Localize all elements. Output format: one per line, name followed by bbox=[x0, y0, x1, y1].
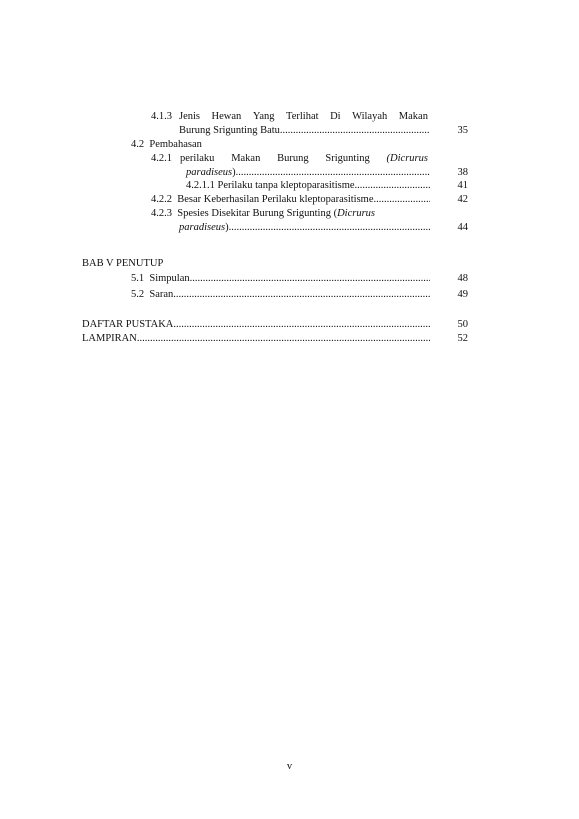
word: Jenis bbox=[179, 111, 200, 122]
toc-422-label bbox=[151, 193, 373, 206]
toc-423-title-line2 bbox=[179, 221, 430, 234]
toc-422-number: 4.2.2 bbox=[151, 194, 172, 205]
italic-term: paradiseus bbox=[186, 167, 233, 178]
toc-422-title: Besar Keberhasilan Perilaku kleptoparasitisme bbox=[177, 194, 374, 205]
word: perilaku bbox=[180, 153, 215, 164]
toc-52-number: 5.2 bbox=[131, 289, 145, 300]
toc-4211-entry bbox=[186, 179, 430, 192]
toc-bab5-heading: BAB V PENUTUP bbox=[82, 258, 164, 269]
paren: ) bbox=[232, 167, 236, 178]
toc-51-number: 5.1 bbox=[131, 273, 145, 284]
word: Yang bbox=[252, 111, 275, 122]
leader-dots bbox=[355, 179, 430, 192]
toc-daftar-pustaka-entry bbox=[82, 318, 430, 331]
toc-52-label bbox=[131, 288, 173, 301]
toc-lampiran-title: LAMPIRAN bbox=[82, 333, 137, 344]
toc-413-title-line2 bbox=[179, 124, 430, 137]
leader-dots bbox=[236, 166, 430, 179]
toc-422-entry bbox=[151, 193, 430, 206]
toc-423-line1 bbox=[151, 207, 375, 220]
toc-51-page: 48 bbox=[457, 273, 468, 284]
toc-51-title: Simpulan bbox=[149, 273, 190, 284]
toc-421-title-line1 bbox=[180, 152, 428, 165]
word: Makan bbox=[398, 111, 428, 122]
word: Burung bbox=[277, 153, 309, 164]
paren: ) bbox=[225, 222, 229, 233]
toc-42-title: Pembahasan bbox=[149, 139, 202, 150]
toc-42-number: 4.2 bbox=[131, 139, 145, 150]
word: Di bbox=[330, 111, 341, 122]
toc-423-title-text: Spesies Disekitar Burung Srigunting ( bbox=[177, 208, 338, 219]
toc-413-page: 35 bbox=[457, 125, 468, 136]
toc-413-title-text: Burung Srigunting Batu bbox=[179, 125, 280, 136]
leader-dots bbox=[137, 332, 430, 345]
toc-daftar-pustaka-page: 50 bbox=[457, 319, 468, 330]
toc-52-entry bbox=[131, 288, 430, 301]
word: Srigunting bbox=[325, 153, 370, 164]
leader-dots bbox=[173, 318, 430, 331]
toc-4211-label bbox=[186, 179, 355, 192]
page-number-footer: v bbox=[286, 761, 293, 772]
toc-42-heading bbox=[131, 138, 202, 151]
toc-423-number: 4.2.3 bbox=[151, 208, 172, 219]
italic-term: Dicrurus bbox=[337, 208, 375, 219]
word: Makan bbox=[231, 153, 261, 164]
toc-422-page: 42 bbox=[457, 194, 468, 205]
toc-51-entry bbox=[131, 272, 430, 285]
toc-4211-page: 41 bbox=[457, 180, 468, 191]
toc-51-label bbox=[131, 272, 190, 285]
toc-413-title-line1 bbox=[179, 110, 428, 123]
leader-dots bbox=[173, 288, 430, 301]
toc-52-title: Saran bbox=[149, 289, 174, 300]
word: Terlihat bbox=[286, 111, 319, 122]
toc-421-title-text bbox=[186, 166, 236, 179]
leader-dots bbox=[229, 221, 430, 234]
toc-lampiran-entry bbox=[82, 332, 430, 345]
toc-52-page: 49 bbox=[457, 289, 468, 300]
leader-dots bbox=[373, 193, 430, 206]
toc-daftar-pustaka-title: DAFTAR PUSTAKA bbox=[82, 319, 174, 330]
toc-423-title-text2 bbox=[179, 221, 229, 234]
leader-dots bbox=[280, 124, 430, 137]
word-italic: (Dicrurus bbox=[386, 153, 428, 164]
italic-term: paradiseus bbox=[179, 222, 226, 233]
toc-4211-title: Perilaku tanpa kleptoparasitisme bbox=[217, 180, 355, 191]
toc-423-page: 44 bbox=[457, 222, 468, 233]
word: Hewan bbox=[211, 111, 242, 122]
toc-lampiran-page: 52 bbox=[457, 333, 468, 344]
toc-413-number: 4.1.3 bbox=[151, 111, 172, 122]
toc-421-number: 4.2.1 bbox=[151, 153, 172, 164]
word: Wilayah bbox=[352, 111, 388, 122]
toc-4211-number: 4.2.1.1 bbox=[186, 180, 215, 191]
toc-421-title-line2 bbox=[186, 166, 430, 179]
leader-dots bbox=[190, 272, 430, 285]
toc-421-page: 38 bbox=[457, 167, 468, 178]
